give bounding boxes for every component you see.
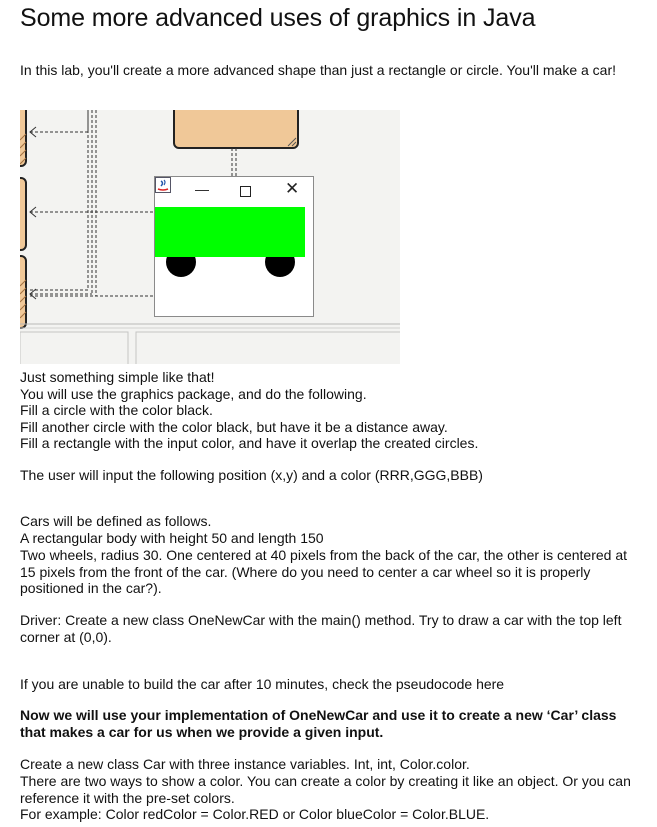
pseudocode-link[interactable]: If you are unable to build the car after 10 minutes, check the pseudocode here [20, 676, 505, 692]
cars-definition-line: A rectangular body with height 50 and length 150 [20, 530, 324, 546]
car-class-line: For example: Color redColor = Color.RED or Color blueColor = Color.BLUE. [20, 806, 490, 822]
close-button[interactable]: ✕ [285, 179, 300, 198]
instruction-line: Fill another circle with the color black, but have it be a distance away. [20, 418, 448, 435]
car-class-intro-bold: Now we will use your implementation of OneNewCar and use it to create a new ‘Car’ class that makes a car for us when we provide a given input. [20, 707, 617, 740]
maximize-button[interactable] [240, 186, 251, 197]
input-format-paragraph: The user will input the following position (x,y) and a color (RRR,GGG,BBB) [20, 467, 483, 483]
intro-paragraph: In this lab, you'll create a more advanced shape than just a rectangle or circle. You'll make a car! [20, 62, 617, 78]
instruction-line: Just something simple like that! [20, 369, 215, 385]
java-window [154, 176, 314, 317]
cars-definition-line: Cars will be defined as follows. [20, 513, 212, 529]
cars-definition-line: Two wheels, radius 30. One centered at 40 pixels from the back of the car, the other is centered at 15 pixels from the front of the car. (Where do you need to center a car wheel so it is properly positioned in the car?). [20, 547, 628, 596]
car-class-line: Create a new class Car with three instance variables. Int, int, Color.color. [20, 756, 470, 772]
instruction-line: Fill a circle with the color black. [20, 402, 213, 418]
minimize-button[interactable]: — [195, 181, 209, 197]
car-class-line: There are two ways to show a color. You can create a color by creating it like an object. Or you can reference it with the pre-set colors. [20, 773, 631, 806]
page-title: Some more advanced uses of graphics in Java [20, 4, 536, 32]
instruction-line: Fill a rectangle with the input color, and have it overlap the created circles. [20, 435, 479, 451]
instruction-line: You will use the graphics package, and do the following. [20, 385, 367, 402]
car-screenshot-figure [20, 110, 400, 364]
car-body [155, 207, 305, 257]
java-app-icon [155, 177, 171, 193]
driver-paragraph: Driver: Create a new class OneNewCar with the main() method. Try to draw a car with the top left corner at (0,0). [20, 612, 622, 645]
window-titlebar [155, 177, 313, 203]
